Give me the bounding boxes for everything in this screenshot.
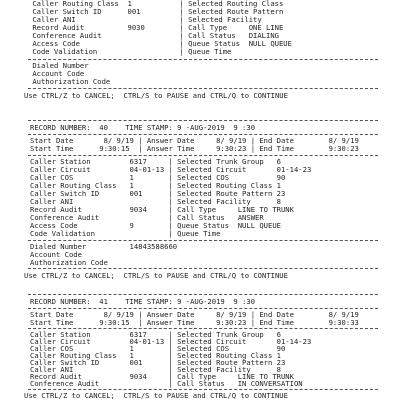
record-line: Record Audit 9030 | Call Type ONE LINE [28,23,284,32]
record-line: Dialed Number [28,61,89,70]
divider [28,268,378,269]
record-line: Record Audit 9034 | Call Type LINE TO TRUNK [30,372,294,381]
record-line: Authorization Code [28,77,111,86]
record-line: Start Date 8/ 9/19 | Answer Date 8/ 9/19 | End Date 8/ 9/19 [30,310,359,319]
record-line: Conference Audit | Call Status ANSWER [30,213,264,222]
record-line: Account Code [28,69,85,78]
divider [28,294,378,295]
divider [28,120,378,121]
record-line: Caller COS 1 | Selected COS 90 [30,173,286,182]
control-prompt: Use CTRL/Z to CANCEL; CTRL/S to PAUSE and CTRL/Q to CONTINUE [24,391,288,400]
record-line: Start Date 8/ 9/19 | Answer Date 8/ 9/19 | End Date 8/ 9/19 [30,136,359,145]
record-line: Code Validation | Queue Time [30,229,221,238]
divider [28,308,378,309]
record-line: Caller Routing Class 1 | Selected Routing Class 1 [30,351,281,360]
record-line: Access Code | Queue Status NULL QUEUE [28,39,292,48]
record-line: Caller ANI | Selected Facility 8 [30,365,281,374]
record-line: Caller Switch ID 001 | Selected Route Pattern 23 [30,189,286,198]
control-prompt: Use CTRL/Z to CANCEL; CTRL/S to PAUSE and CTRL/Q to CONTINUE [24,91,288,100]
record-line: Caller Circuit 04-01-13 | Selected Circuit 01-14-23 [30,337,312,346]
record-header: RECORD NUMBER: 41 TIME STAMP: 9 -AUG-2019 9 :30 [30,297,256,306]
record-header: RECORD NUMBER: 40 TIME STAMP: 9 -AUG-2019 9 :30 [30,123,256,132]
divider [28,240,378,241]
record-line: Code Validation | Queue Time [28,47,232,56]
record-line: Authorization Code [30,258,108,267]
control-prompt: Use CTRL/Z to CANCEL; CTRL/S to PAUSE and CTRL/Q to CONTINUE [24,271,288,280]
record-line: Caller Station 6317 | Selected Trunk Group 6 [30,157,281,166]
record-line: Conference Audit | Call Status IN CONVERSATION [30,379,303,388]
divider [28,134,378,135]
record-line: Caller COS 1 | Selected COS 90 [30,344,286,353]
record-line: Conference Audit | Call Status DIALING [28,31,279,40]
divider [28,88,378,89]
record-line: Caller Switch ID 001 | Selected Route Pattern 23 [30,358,286,367]
record-line: Access Code 9 | Queue Status NULL QUEUE [30,221,281,230]
divider [28,389,378,390]
record-line: Start Time 9:30:15 | Answer Time 9:30:23 | End Time 9:30:23 [30,144,359,153]
divider [28,155,378,156]
record-line: Caller Routing Class 1 | Selected Routing Class 1 [30,181,281,190]
record-line: Account Code [30,250,82,259]
divider [28,328,378,329]
record-line: Caller Station 6317 | Selected Trunk Group 6 [30,330,281,339]
record-line: Caller Switch ID 001 | Selected Route Pattern [28,7,284,16]
record-line: Record Audit 9034 | Call Type LINE TO TRUNK [30,205,294,214]
record-line: Start Time 9:30:15 | Answer Time 9:30:23 | End Time 9:30:33 [30,318,359,327]
record-line: Caller Routing Class 1 | Selected Routing Class [28,0,284,8]
record-line: Caller ANI | Selected Facility 8 [30,197,281,206]
record-line: Caller Circuit 04-01-13 | Selected Circuit 01-14-23 [30,165,312,174]
divider [28,59,378,60]
record-line: Caller ANI | Selected Facility [28,15,262,24]
record-line: Dialed Number 14843588660 [30,242,178,251]
